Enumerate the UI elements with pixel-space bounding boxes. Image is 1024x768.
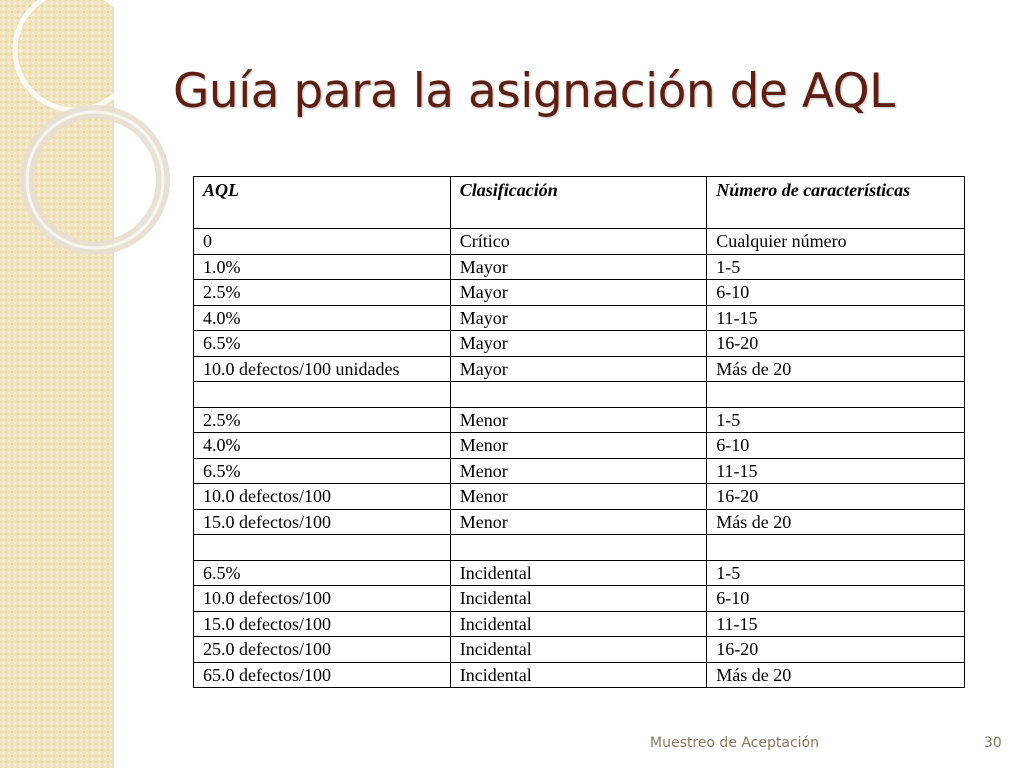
table-cell — [450, 535, 706, 561]
table-row — [194, 509, 965, 535]
table-row — [194, 611, 965, 637]
table-cell: 16-20 — [707, 637, 965, 663]
table-cell: 16-20 — [707, 484, 965, 510]
table-cell: Menor — [450, 433, 706, 459]
table-row — [194, 280, 965, 306]
table-cell: Mayor — [450, 280, 706, 306]
column-header-aql: AQL — [194, 177, 451, 229]
table-row — [194, 458, 965, 484]
table-cell: 65.0 defectos/100 — [194, 662, 451, 688]
table-row — [194, 662, 965, 688]
table-cell — [707, 535, 965, 561]
table-row — [194, 407, 965, 433]
table-cell: Mayor — [450, 356, 706, 382]
table-cell: 2.5% — [194, 407, 451, 433]
table-cell: Cualquier número — [707, 229, 965, 255]
table-cell: 16-20 — [707, 331, 965, 357]
table-cell: Mayor — [450, 305, 706, 331]
table-cell — [450, 382, 706, 408]
table-row — [194, 305, 965, 331]
table-cell: 6-10 — [707, 280, 965, 306]
table-cell: 11-15 — [707, 611, 965, 637]
table-row — [194, 433, 965, 459]
table-cell — [194, 535, 451, 561]
table-cell: 6.5% — [194, 458, 451, 484]
table-cell: Menor — [450, 509, 706, 535]
table-header-row — [194, 177, 965, 229]
table-cell: Más de 20 — [707, 356, 965, 382]
page-number: 30 — [984, 735, 1002, 751]
column-header-clasificacion: Clasificación — [450, 177, 706, 229]
table-cell: 6.5% — [194, 331, 451, 357]
table-cell: 6-10 — [707, 433, 965, 459]
table-row — [194, 586, 965, 612]
table-row — [194, 535, 965, 561]
table-cell: 1-5 — [707, 407, 965, 433]
table-cell: 6.5% — [194, 560, 451, 586]
table-cell: 15.0 defectos/100 — [194, 509, 451, 535]
table-row — [194, 229, 965, 255]
table-cell: 1-5 — [707, 254, 965, 280]
table-cell: 2.5% — [194, 280, 451, 306]
table-row — [194, 484, 965, 510]
table-cell: 4.0% — [194, 305, 451, 331]
table-cell: 0 — [194, 229, 451, 255]
side-band-edge — [112, 0, 114, 768]
table-cell — [707, 382, 965, 408]
table-cell: 15.0 defectos/100 — [194, 611, 451, 637]
table-cell: 11-15 — [707, 458, 965, 484]
table-cell: 25.0 defectos/100 — [194, 637, 451, 663]
decorative-side-band — [0, 0, 112, 768]
table-cell: 11-15 — [707, 305, 965, 331]
table-cell: Incidental — [450, 662, 706, 688]
table-cell: Más de 20 — [707, 662, 965, 688]
table-cell: Más de 20 — [707, 509, 965, 535]
aql-table — [193, 176, 965, 688]
footer-title: Muestreo de Aceptación — [650, 735, 819, 751]
table-row — [194, 356, 965, 382]
table-cell: Crítico — [450, 229, 706, 255]
table-cell — [194, 382, 451, 408]
table-cell: 10.0 defectos/100 unidades — [194, 356, 451, 382]
table-body — [194, 229, 965, 688]
table-cell: Incidental — [450, 637, 706, 663]
table-cell: 1.0% — [194, 254, 451, 280]
table-cell: 4.0% — [194, 433, 451, 459]
table-cell: 6-10 — [707, 586, 965, 612]
table-cell: Mayor — [450, 254, 706, 280]
table-row — [194, 254, 965, 280]
table-cell: Menor — [450, 458, 706, 484]
table-row — [194, 560, 965, 586]
table-cell: 10.0 defectos/100 — [194, 586, 451, 612]
table-cell: Menor — [450, 484, 706, 510]
column-header-numero-caracteristicas: Número de características — [707, 177, 965, 229]
page-title: Guía para la asignación de AQL — [173, 64, 895, 119]
table-cell: Incidental — [450, 586, 706, 612]
table-row — [194, 382, 965, 408]
table-cell: 1-5 — [707, 560, 965, 586]
table-row — [194, 637, 965, 663]
table-cell: Incidental — [450, 560, 706, 586]
table-cell: Menor — [450, 407, 706, 433]
table-row — [194, 331, 965, 357]
table-cell: 10.0 defectos/100 — [194, 484, 451, 510]
table-cell: Mayor — [450, 331, 706, 357]
table-cell: Incidental — [450, 611, 706, 637]
